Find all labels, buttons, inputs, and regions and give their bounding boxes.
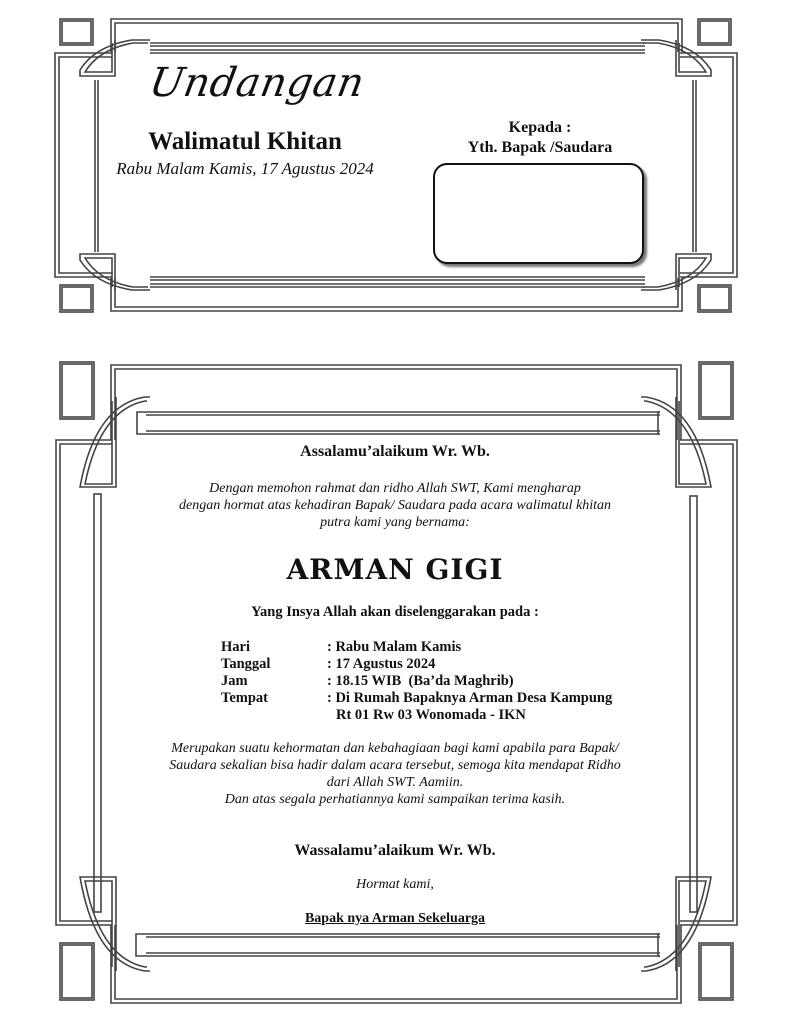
opening-greeting: Assalamu’alaikum Wr. Wb. [300, 443, 490, 460]
detail-address-continuation: Rt 01 Rw 03 Wonomada - IKN [336, 707, 526, 723]
signature-text: Bapak nya Arman Sekeluarga [304, 911, 486, 926]
closing-line: Merupakan suatu kehormatan dan kebahagiaan bagi kami apabila para Bapak/ [171, 741, 619, 756]
closing-paragraph [140, 740, 650, 808]
closing-line: dari Allah SWT. Aamiin. [326, 775, 464, 790]
closing-greeting: Wassalamu’alaikum Wr. Wb. [294, 842, 496, 859]
detail-label: Tempat [221, 690, 268, 706]
detail-label: Hari [221, 639, 250, 655]
invitation-title: Undangan [145, 60, 368, 106]
detail-row-tempat [221, 690, 641, 707]
event-details [221, 639, 641, 724]
signature [250, 911, 540, 927]
held-label: Yang Insya Allah akan diselenggarakan pada : [251, 604, 539, 620]
child-name: ARMAN GIGI [286, 553, 504, 586]
detail-row-tanggal [221, 656, 641, 673]
intro-line: dengan hormat atas kehadiran Bapak/ Saudara pada acara walimatul khitan [178, 498, 612, 513]
closing-line: Saudara sekalian bisa hadir dalam acara tersebut, semoga kita mendapat Ridho [169, 758, 621, 773]
detail-value: : 17 Agustus 2024 [327, 656, 436, 672]
detail-value: : Rabu Malam Kamis [327, 639, 462, 655]
detail-row-jam [221, 673, 641, 690]
detail-value: : 18.15 WIB (Ba’da Maghrib) [327, 673, 514, 689]
intro-line: putra kami yang bernama: [320, 515, 470, 530]
intro-paragraph [150, 480, 640, 531]
detail-label: Jam [221, 673, 248, 689]
detail-value: : Di Rumah Bapaknya Arman Desa Kampung [327, 690, 613, 706]
to-label: Kepada : [508, 119, 572, 136]
regards: Hormat kami, [356, 877, 434, 892]
event-title: Walimatul Khitan [148, 128, 342, 155]
salutation: Yth. Bapak /Saudara [467, 139, 613, 156]
detail-label: Tanggal [221, 656, 271, 672]
intro-line: Dengan memohon rahmat dan ridho Allah SWT, Kami mengharap [209, 481, 581, 496]
event-date: Rabu Malam Kamis, 17 Agustus 2024 [116, 159, 374, 178]
detail-row-hari [221, 639, 641, 656]
closing-line: Dan atas segala perhatiannya kami sampaikan terima kasih. [224, 792, 566, 807]
